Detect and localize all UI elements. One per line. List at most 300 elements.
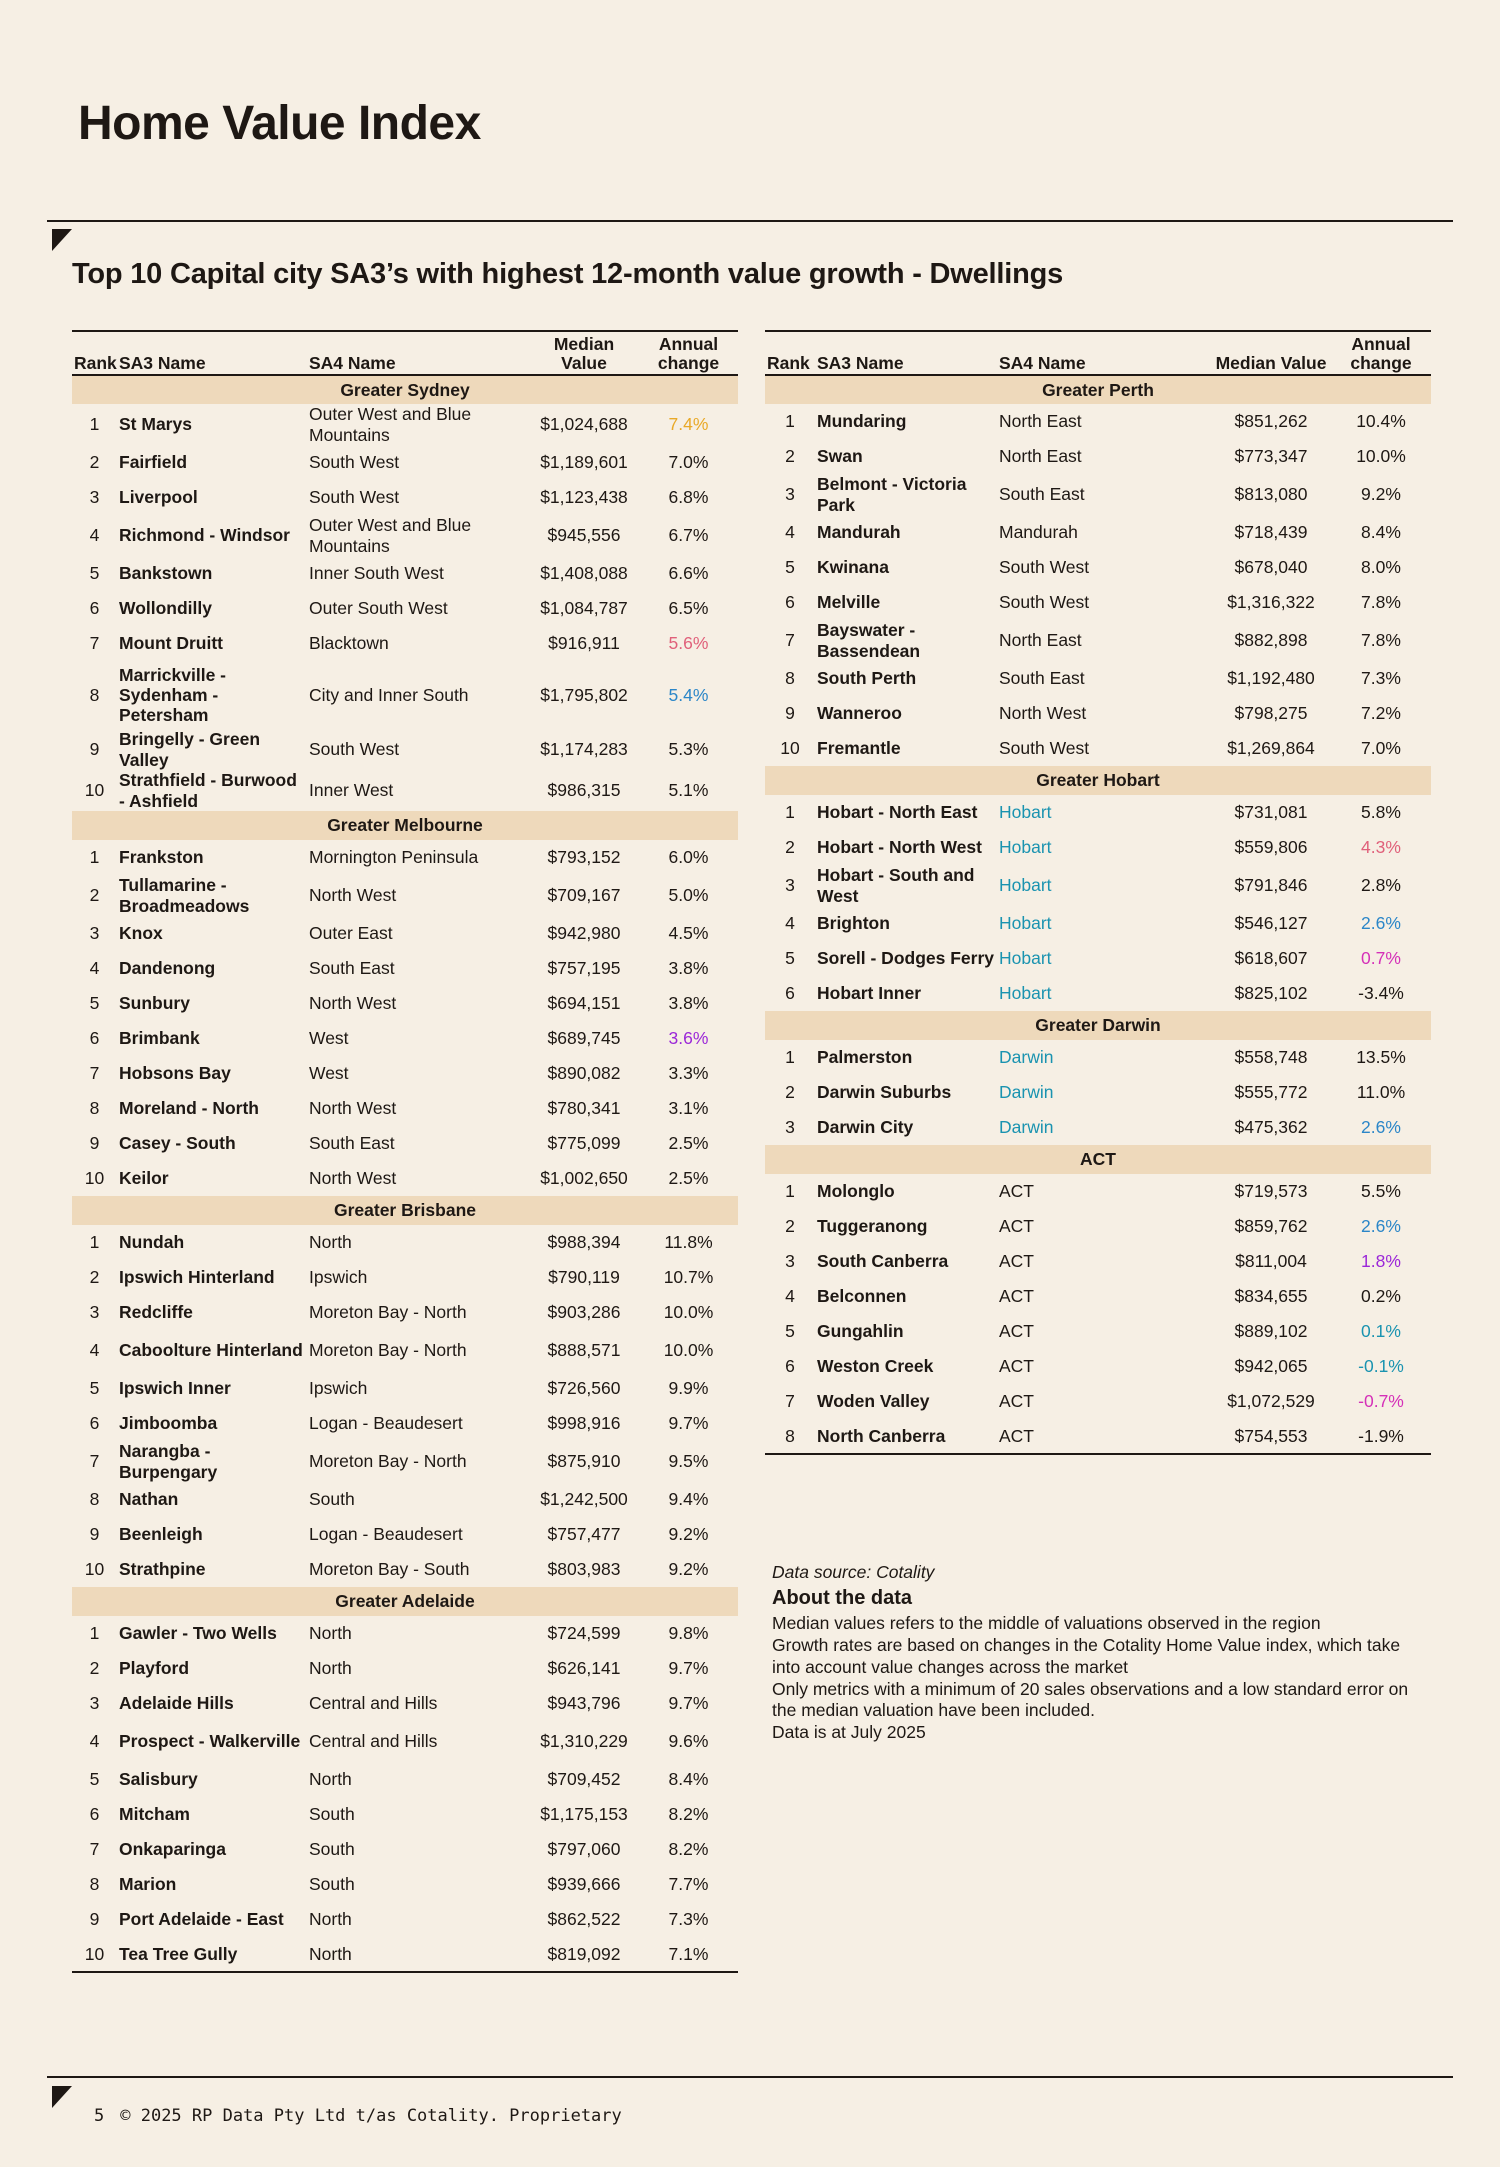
annual-change-cell: 3.8% xyxy=(668,993,709,1014)
sa3-name-cell: Mundaring xyxy=(817,411,907,432)
median-value-cell: $757,195 xyxy=(547,958,621,979)
table-row xyxy=(72,840,738,875)
annual-change-cell: 7.0% xyxy=(1361,738,1401,759)
sa3-name-cell: Wollondilly xyxy=(119,598,213,619)
rank-cell: 10 xyxy=(780,738,800,759)
rank-cell: 1 xyxy=(89,1232,100,1253)
annual-change-cell: 6.5% xyxy=(668,598,709,619)
median-value-cell: $834,655 xyxy=(1234,1286,1308,1307)
annual-change-cell: 7.1% xyxy=(639,1937,738,1972)
annual-change-cell: 8.4% xyxy=(1361,522,1401,543)
sa3-name-cell: Jimboomba xyxy=(119,1413,218,1434)
sa3-name-cell: Hobart - South and West xyxy=(817,865,975,906)
sa4-name-cell: South East xyxy=(309,958,395,979)
median-value-cell: $1,269,864 xyxy=(1227,738,1315,759)
sa4-name-cell: South West xyxy=(309,739,400,760)
sa4-name-cell: ACT xyxy=(997,1419,1211,1454)
median-value-cell: $813,080 xyxy=(1234,484,1308,505)
table-row xyxy=(765,585,1431,620)
sa3-name-cell: Onkaparinga xyxy=(119,1839,226,1860)
annual-change-cell: 5.0% xyxy=(668,885,709,906)
rank-cell: 7 xyxy=(785,630,795,651)
corner-marker-icon xyxy=(52,2086,72,2108)
median-value-cell: $793,152 xyxy=(547,847,621,868)
median-value-cell: $780,341 xyxy=(547,1098,621,1119)
table-row xyxy=(765,661,1431,696)
median-value-cell: $757,477 xyxy=(547,1524,621,1545)
annual-change-cell: 9.7% xyxy=(668,1658,709,1679)
sa4-name-cell: ACT xyxy=(999,1286,1034,1307)
rank-cell: 3 xyxy=(785,1117,795,1138)
median-value-cell: $942,065 xyxy=(1234,1356,1308,1377)
sa3-name-cell: Wanneroo xyxy=(817,703,902,724)
sa3-name-cell: Gawler - Two Wells xyxy=(119,1623,277,1644)
sa4-name-cell: Mornington Peninsula xyxy=(309,847,479,868)
sa4-name-cell: ACT xyxy=(999,1321,1034,1342)
sa3-name-cell: Melville xyxy=(817,592,881,613)
annual-change-cell: 7.3% xyxy=(668,1909,709,1930)
annual-change-cell: 8.4% xyxy=(668,1769,709,1790)
annual-change-cell: 3.8% xyxy=(668,958,709,979)
table-row xyxy=(72,1832,738,1867)
annual-change-cell: 8.2% xyxy=(668,1839,709,1860)
sa3-name-cell: South Canberra xyxy=(817,1251,949,1272)
median-value-cell: $862,522 xyxy=(547,1909,621,1930)
rank-cell: 4 xyxy=(785,522,795,543)
table-row xyxy=(72,1406,738,1441)
table-row xyxy=(72,1126,738,1161)
median-value-cell: $825,102 xyxy=(1234,983,1308,1004)
rank-cell: 2 xyxy=(785,837,795,858)
rank-cell: 2 xyxy=(89,885,100,906)
right-table-header xyxy=(765,331,1431,375)
sa3-name-cell: Weston Creek xyxy=(817,1356,934,1377)
sa4-name-cell: Outer East xyxy=(309,923,393,944)
sa4-name-cell: South West xyxy=(999,592,1090,613)
median-value-cell: $718,439 xyxy=(1234,522,1308,543)
rank-cell: 5 xyxy=(89,993,100,1014)
median-value-cell: $882,898 xyxy=(1234,630,1308,651)
sa4-name-cell: Inner South West xyxy=(309,563,444,584)
table-row xyxy=(72,1482,738,1517)
annual-change-cell: 6.0% xyxy=(668,847,709,868)
table-row xyxy=(72,404,738,445)
annual-change-cell: 9.5% xyxy=(668,1451,709,1472)
rank-cell: 7 xyxy=(785,1391,795,1412)
median-value-cell: $618,607 xyxy=(1234,948,1308,969)
sa4-name-cell: Hobart xyxy=(999,983,1052,1004)
table-row xyxy=(765,515,1431,550)
rank-cell: 8 xyxy=(89,684,100,705)
median-value-cell: $889,102 xyxy=(1234,1321,1308,1342)
note-line: Median values refers to the middle of valuations observed in the region xyxy=(772,1612,1321,1633)
group-row xyxy=(765,1145,1431,1174)
sa3-name-cell: Fremantle xyxy=(817,738,901,759)
annual-change-cell: 13.5% xyxy=(1356,1047,1406,1068)
sa4-name-cell: City and Inner South xyxy=(309,684,469,705)
group-row xyxy=(72,1196,738,1225)
table-row xyxy=(72,1260,738,1295)
median-value-cell: $1,174,283 xyxy=(540,739,628,760)
median-value-cell: $945,556 xyxy=(547,525,621,546)
sa4-name-cell: South xyxy=(309,1804,355,1825)
table-row xyxy=(72,986,738,1021)
about-the-data xyxy=(772,1562,1412,1744)
sa3-name-cell: Hobart - North East xyxy=(817,802,978,823)
annual-change-cell: 0.2% xyxy=(1361,1286,1401,1307)
median-value-cell: $811,004 xyxy=(1235,1251,1307,1272)
sa4-name-cell: Inner West xyxy=(309,780,394,801)
sa4-name-cell: West xyxy=(309,1028,349,1049)
median-value-cell: $775,099 xyxy=(547,1133,621,1154)
rank-cell: 8 xyxy=(89,1098,100,1119)
median-value-cell: $1,242,500 xyxy=(540,1489,628,1510)
rank-cell: 7 xyxy=(89,633,100,654)
sa3-name-cell: Marrickville - Sydenham - Petersham xyxy=(119,664,226,726)
sa4-name-cell: Moreton Bay - North xyxy=(309,1451,467,1472)
rank-cell: 3 xyxy=(785,1251,795,1272)
sa3-name-cell: Hobsons Bay xyxy=(119,1063,231,1084)
table-row xyxy=(72,1686,738,1721)
sa3-name-cell: Bayswater - Bassendean xyxy=(817,620,921,661)
table-row xyxy=(765,941,1431,976)
annual-change-cell: -1.9% xyxy=(1331,1419,1431,1454)
table-row xyxy=(765,1314,1431,1349)
annual-change-cell: 10.0% xyxy=(663,1302,714,1323)
annual-change-cell: 4.5% xyxy=(668,923,709,944)
sa3-name-cell: Beenleigh xyxy=(119,1524,203,1545)
median-value-cell: $1,123,438 xyxy=(540,487,628,508)
table-row xyxy=(72,916,738,951)
table-row xyxy=(72,1161,738,1196)
sa3-name-cell: Kwinana xyxy=(817,557,889,578)
table-row xyxy=(72,591,738,626)
sa3-name-cell: Woden Valley xyxy=(817,1391,930,1412)
annual-change-cell: -0.1% xyxy=(1358,1356,1404,1377)
left-table xyxy=(72,330,738,1973)
sa3-name-cell: Nathan xyxy=(119,1489,179,1510)
annual-change-cell: 5.6% xyxy=(668,633,709,654)
rank-cell: 1 xyxy=(785,1181,795,1202)
median-value-cell: $475,362 xyxy=(1234,1117,1308,1138)
sa3-name-cell: Brighton xyxy=(817,913,890,934)
sa3-name-cell: Gungahlin xyxy=(817,1321,904,1342)
sa4-name-cell: South West xyxy=(309,487,400,508)
sa4-name-cell: North West xyxy=(309,1098,397,1119)
median-value-cell: $754,553 xyxy=(1211,1419,1331,1454)
rank-cell: 1 xyxy=(89,847,100,868)
median-value-cell: $546,127 xyxy=(1234,913,1308,934)
sa3-name-cell: Knox xyxy=(119,923,163,944)
table-row xyxy=(765,1419,1431,1454)
annual-change-cell: -3.4% xyxy=(1358,983,1404,1004)
rank-cell: 2 xyxy=(89,1267,100,1288)
median-value-cell: $1,072,529 xyxy=(1227,1391,1315,1412)
table-row xyxy=(765,696,1431,731)
rank-cell: 6 xyxy=(89,1028,100,1049)
rank-cell: 6 xyxy=(785,1356,795,1377)
rank-cell: 5 xyxy=(89,563,100,584)
median-value-cell: $939,666 xyxy=(547,1874,621,1895)
table-row xyxy=(765,795,1431,830)
table-row xyxy=(765,439,1431,474)
median-value-cell: $803,983 xyxy=(547,1559,621,1580)
table-row xyxy=(765,1384,1431,1419)
group-row xyxy=(765,766,1431,795)
sa3-name-cell: Tea Tree Gully xyxy=(117,1937,307,1972)
rank-cell: 3 xyxy=(785,875,795,896)
median-value-cell: $558,748 xyxy=(1234,1047,1308,1068)
annual-change-cell: 5.4% xyxy=(668,684,709,705)
annual-change-cell: 1.8% xyxy=(1361,1251,1401,1272)
sa3-name-cell: Dandenong xyxy=(119,958,216,979)
rank-cell: 8 xyxy=(89,1874,100,1895)
sa4-name-cell: North East xyxy=(999,630,1082,651)
sa4-name-cell: North xyxy=(307,1937,529,1972)
table-row xyxy=(72,1651,738,1686)
sa3-name-cell: Strathfield - Burwood - Ashfield xyxy=(119,770,297,811)
sa4-name-cell: Central and Hills xyxy=(309,1693,438,1714)
median-value-cell: $916,911 xyxy=(548,633,620,654)
rank-cell: 1 xyxy=(785,802,795,823)
annual-change-cell: 10.0% xyxy=(663,1340,714,1361)
col-header-annual-change: Annual change xyxy=(1331,331,1431,375)
group-name: Greater Brisbane xyxy=(72,1196,738,1225)
table-row xyxy=(72,1937,738,1972)
median-value-cell: $709,452 xyxy=(547,1769,621,1790)
sa4-name-cell: Hobart xyxy=(999,948,1052,969)
group-name: Greater Sydney xyxy=(72,375,738,404)
annual-change-cell: 9.2% xyxy=(668,1559,709,1580)
rank-cell: 2 xyxy=(89,1658,100,1679)
table-row xyxy=(765,1110,1431,1145)
annual-change-cell: 3.3% xyxy=(668,1063,709,1084)
median-value-cell: $731,081 xyxy=(1234,802,1308,823)
table-row xyxy=(72,1091,738,1126)
table-row xyxy=(72,515,738,556)
sa3-name-cell: Brimbank xyxy=(119,1028,200,1049)
table-row xyxy=(72,1371,738,1406)
table-row xyxy=(72,1552,738,1587)
annual-change-cell: 8.2% xyxy=(668,1804,709,1825)
sa4-name-cell: Moreton Bay - South xyxy=(309,1559,470,1580)
sa4-name-cell: Darwin xyxy=(999,1082,1054,1103)
col-header-rank: Rank xyxy=(72,331,117,375)
table-row xyxy=(765,1279,1431,1314)
table-row xyxy=(72,1616,738,1651)
sa3-name-cell: Darwin Suburbs xyxy=(817,1082,952,1103)
sa4-name-cell: North East xyxy=(999,411,1082,432)
median-value-cell: $875,910 xyxy=(547,1451,621,1472)
table-row xyxy=(765,976,1431,1011)
sa3-name-cell: Liverpool xyxy=(119,487,198,508)
rank-cell: 6 xyxy=(785,983,795,1004)
median-value-cell: $724,599 xyxy=(547,1623,621,1644)
rank-cell: 4 xyxy=(89,958,100,979)
annual-change-cell: 11.8% xyxy=(664,1232,713,1253)
rank-cell: 4 xyxy=(785,1286,795,1307)
sa3-name-cell: Narangba - Burpengary xyxy=(119,1441,218,1482)
median-value-cell: $559,806 xyxy=(1234,837,1308,858)
sa4-name-cell: North East xyxy=(999,446,1082,467)
median-value-cell: $790,119 xyxy=(548,1267,620,1288)
median-value-cell: $798,275 xyxy=(1234,703,1308,724)
sa3-name-cell: Frankston xyxy=(119,847,204,868)
sa4-name-cell: Moreton Bay - North xyxy=(309,1302,467,1323)
sa3-name-cell: Mandurah xyxy=(817,522,901,543)
rank-cell: 2 xyxy=(785,1082,795,1103)
annual-change-cell: 9.9% xyxy=(668,1378,709,1399)
sa3-name-cell: Bankstown xyxy=(119,563,213,584)
rank-cell: 6 xyxy=(89,1413,100,1434)
rank-cell: 10 xyxy=(84,1559,105,1580)
table-row xyxy=(72,729,738,770)
sa3-name-cell: Ipswich Hinterland xyxy=(119,1267,275,1288)
sa4-name-cell: Darwin xyxy=(999,1117,1054,1138)
rank-cell: 8 xyxy=(765,1419,815,1454)
sa4-name-cell: ACT xyxy=(999,1356,1034,1377)
group-name: ACT xyxy=(765,1145,1431,1174)
sa3-name-cell: Bringelly - Green Valley xyxy=(119,729,261,770)
annual-change-cell: 9.7% xyxy=(668,1693,709,1714)
sa3-name-cell: Caboolture Hinterland xyxy=(119,1340,303,1361)
sa4-name-cell: Hobart xyxy=(999,837,1052,858)
annual-change-cell: 5.5% xyxy=(1361,1181,1401,1202)
top-divider xyxy=(47,220,1453,222)
rank-cell: 3 xyxy=(785,484,795,505)
annual-change-cell: 0.1% xyxy=(1361,1321,1401,1342)
table-row xyxy=(765,906,1431,941)
median-value-cell: $1,175,153 xyxy=(540,1804,628,1825)
col-header-sa4: SA4 Name xyxy=(307,331,529,375)
rank-cell: 5 xyxy=(89,1378,100,1399)
median-value-cell: $773,347 xyxy=(1234,446,1308,467)
sa4-name-cell: North West xyxy=(309,1168,397,1189)
table-row xyxy=(72,951,738,986)
sa4-name-cell: Blacktown xyxy=(309,633,389,654)
col-header-sa4: SA4 Name xyxy=(997,331,1211,375)
col-header-annual-change: Annual change xyxy=(639,331,738,375)
left-table-body xyxy=(72,375,738,1972)
annual-change-cell: 9.2% xyxy=(1361,484,1401,505)
table-row xyxy=(72,875,738,916)
sa4-name-cell: ACT xyxy=(999,1216,1034,1237)
table-row xyxy=(72,480,738,515)
note-line: Data is at July 2025 xyxy=(772,1722,926,1743)
sa3-name-cell: Richmond - Windsor xyxy=(119,525,290,546)
sa3-name-cell: Strathpine xyxy=(119,1559,206,1580)
rank-cell: 5 xyxy=(785,1321,795,1342)
rank-cell: 9 xyxy=(89,1524,100,1545)
median-value-cell: $791,846 xyxy=(1234,875,1308,896)
sa4-name-cell: South xyxy=(309,1839,355,1860)
median-value-cell: $851,262 xyxy=(1234,411,1308,432)
rank-cell: 10 xyxy=(72,1937,117,1972)
sa4-name-cell: North xyxy=(309,1909,352,1930)
median-value-cell: $859,762 xyxy=(1234,1216,1308,1237)
table-row xyxy=(765,1040,1431,1075)
sa3-name-cell: Nundah xyxy=(119,1232,185,1253)
sa3-name-cell: Ipswich Inner xyxy=(119,1378,231,1399)
rank-cell: 4 xyxy=(785,913,795,934)
annual-change-cell: 7.2% xyxy=(1361,703,1401,724)
median-value-cell: $942,980 xyxy=(547,923,621,944)
corner-marker-icon xyxy=(52,229,72,251)
sa3-name-cell: Fairfield xyxy=(119,452,188,473)
median-value-cell: $903,286 xyxy=(547,1302,621,1323)
median-value-cell: $1,189,601 xyxy=(540,452,628,473)
sa3-name-cell: South Perth xyxy=(817,668,917,689)
annual-change-cell: 11.0% xyxy=(1356,1082,1406,1103)
rank-cell: 7 xyxy=(89,1063,100,1084)
data-source: Data source: Cotality xyxy=(772,1562,935,1582)
copyright: © 2025 RP Data Pty Ltd t/as Cotality. Proprietary xyxy=(120,2106,622,2126)
sa4-name-cell: ACT xyxy=(999,1251,1034,1272)
annual-change-cell: 9.2% xyxy=(668,1524,709,1545)
sa3-name-cell: Tuggeranong xyxy=(817,1216,928,1237)
sa3-name-cell: Marion xyxy=(119,1874,177,1895)
table-row xyxy=(72,1295,738,1330)
annual-change-cell: 3.6% xyxy=(668,1028,709,1049)
table-row xyxy=(72,1056,738,1091)
annual-change-cell: 6.6% xyxy=(668,563,709,584)
table-row xyxy=(72,1797,738,1832)
rank-cell: 2 xyxy=(785,446,795,467)
annual-change-cell: 5.1% xyxy=(668,780,709,801)
annual-change-cell: 5.3% xyxy=(668,739,709,760)
sa4-name-cell: Logan - Beaudesert xyxy=(309,1413,463,1434)
sa3-name-cell: Belmont - Victoria Park xyxy=(817,474,967,515)
group-row xyxy=(72,811,738,840)
group-row xyxy=(765,375,1431,404)
group-name: Greater Perth xyxy=(765,375,1431,404)
table-row xyxy=(765,404,1431,439)
rank-cell: 1 xyxy=(89,414,100,435)
annual-change-cell: 7.4% xyxy=(668,414,709,435)
sa3-name-cell: Mount Druitt xyxy=(119,633,223,654)
sa4-name-cell: Hobart xyxy=(999,913,1052,934)
rank-cell: 9 xyxy=(785,703,795,724)
median-value-cell: $694,151 xyxy=(547,993,621,1014)
table-row xyxy=(72,1762,738,1797)
table-row xyxy=(765,620,1431,661)
rank-cell: 5 xyxy=(785,948,795,969)
sa4-name-cell: South West xyxy=(309,452,400,473)
right-table xyxy=(765,330,1431,1455)
sa4-name-cell: South East xyxy=(309,1133,395,1154)
sa4-name-cell: Logan - Beaudesert xyxy=(309,1524,463,1545)
annual-change-cell: 2.6% xyxy=(1361,1216,1401,1237)
about-heading: About the data xyxy=(772,1586,912,1609)
rank-cell: 4 xyxy=(89,1731,100,1752)
sa4-name-cell: North West xyxy=(309,885,397,906)
sa4-name-cell: Outer South West xyxy=(309,598,448,619)
sa4-name-cell: Mandurah xyxy=(999,522,1078,543)
sa4-name-cell: North xyxy=(309,1769,352,1790)
sa3-name-cell: Playford xyxy=(119,1658,190,1679)
annual-change-cell: 3.1% xyxy=(668,1098,709,1119)
annual-change-cell: 0.7% xyxy=(1361,948,1401,969)
table-row xyxy=(765,1209,1431,1244)
rank-cell: 1 xyxy=(785,411,795,432)
col-header-median-value: Median Value xyxy=(529,331,639,375)
rank-cell: 3 xyxy=(89,1302,100,1323)
sa4-name-cell: North xyxy=(309,1623,352,1644)
rank-cell: 8 xyxy=(89,1489,100,1510)
median-value-cell: $819,092 xyxy=(529,1937,639,1972)
rank-cell: 6 xyxy=(89,598,100,619)
median-value-cell: $1,316,322 xyxy=(1227,592,1315,613)
